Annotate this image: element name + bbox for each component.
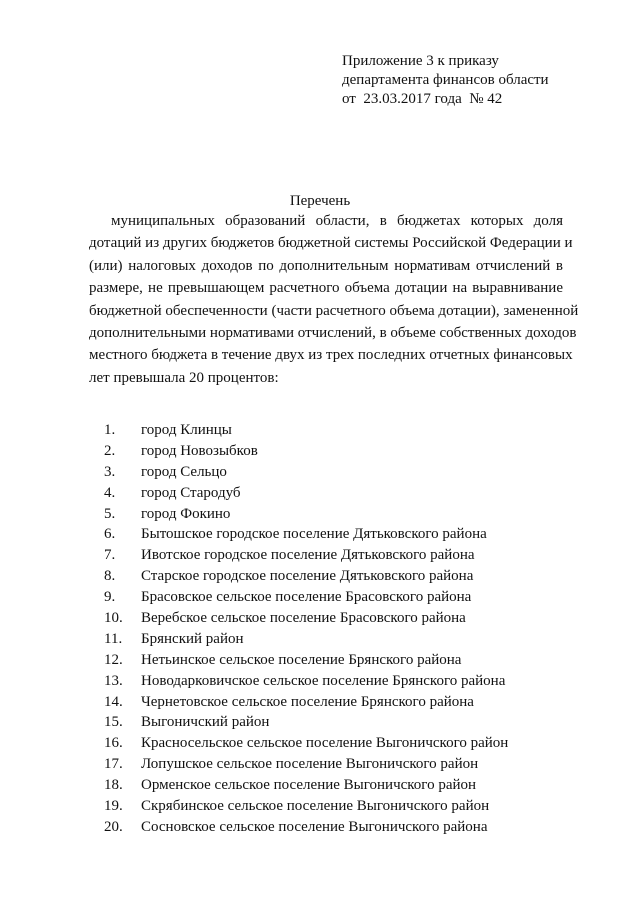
list-item-number: 4. bbox=[104, 484, 116, 501]
list-item-text: Брянский район bbox=[141, 630, 244, 647]
intro-line: дотаций из других бюджетов бюджетной системы Российской Федерации и bbox=[89, 235, 573, 252]
list-item-text: Веребское сельское поселение Брасовского района bbox=[141, 610, 466, 627]
list-item-number: 17. bbox=[104, 756, 123, 773]
intro-paragraph bbox=[89, 210, 579, 389]
list-item-text: Новодарковичское сельское поселение Брянского района bbox=[141, 672, 506, 689]
intro-line: бюджетной обеспеченности (части расчетного объема дотации), замененной bbox=[89, 302, 579, 319]
list-item-text: город Сельцо bbox=[141, 463, 227, 480]
annex-line-3: от 23.03.2017 года № 42 bbox=[342, 91, 503, 107]
list-item-text: Орменское сельское поселение Выгоничского район bbox=[141, 777, 477, 794]
document-title: Перечень bbox=[289, 193, 351, 209]
intro-line: лет превышала 20 процентов: bbox=[89, 369, 279, 386]
list-item-number: 18. bbox=[104, 777, 123, 794]
list-item-number: 5. bbox=[104, 505, 116, 522]
intro-line: размере, не превышающем расчетного объема дотации на выравнивание bbox=[89, 280, 563, 297]
intro-line: (или) налоговых доходов по дополнительным нормативам отчислений в bbox=[89, 257, 563, 274]
list-item-text: город Клинцы bbox=[141, 422, 232, 438]
intro-line: местного бюджета в течение двух из трех последних отчетных финансовых bbox=[89, 347, 573, 364]
list-item-number: 7. bbox=[104, 547, 116, 564]
annex-header bbox=[342, 52, 549, 109]
list-item-number: 2. bbox=[104, 442, 116, 459]
intro-line: муниципальных образований области, в бюджетах которых доля bbox=[111, 213, 563, 229]
list-item-text: Нетьинское сельское поселение Брянского района bbox=[141, 651, 462, 668]
list-item-number: 16. bbox=[104, 735, 123, 752]
list-item-number: 12. bbox=[104, 651, 123, 668]
list-item-number: 20. bbox=[104, 818, 123, 835]
list-item-number: 6. bbox=[104, 526, 116, 543]
list-item-number: 9. bbox=[104, 589, 116, 606]
list-item-text: Старское городское поселение Дятьковского района bbox=[141, 568, 474, 585]
annex-line-2: департамента финансов области bbox=[342, 72, 549, 88]
list-item-text: Красносельское сельское поселение Выгоничского район bbox=[141, 735, 509, 752]
list-item-text: Ивотское городское поселение Дятьковского района bbox=[141, 547, 475, 564]
list-item-text: Бытошское городское поселение Дятьковского района bbox=[141, 526, 487, 543]
list-item-text: город Фокино bbox=[141, 505, 231, 522]
list-item-number: 14. bbox=[104, 693, 123, 710]
intro-line: дополнительными нормативами отчислений, в объеме собственных доходов bbox=[89, 325, 577, 342]
list-item-text: Чернетовское сельское поселение Брянского района bbox=[141, 693, 474, 710]
list-item-number: 15. bbox=[104, 714, 123, 731]
list-item-number: 10. bbox=[104, 610, 123, 627]
list-item-number: 3. bbox=[104, 463, 116, 480]
list-item-number: 13. bbox=[104, 672, 123, 689]
list-item-number: 1. bbox=[104, 422, 116, 438]
list-item-text: Скрябинское сельское поселение Выгоничского район bbox=[141, 798, 490, 815]
list-item-text: город Новозыбков bbox=[141, 442, 258, 459]
list-item-text: Сосновское сельское поселение Выгоничского района bbox=[141, 818, 488, 835]
annex-line-1: Приложение 3 к приказу bbox=[342, 53, 499, 69]
list-item-text: город Стародуб bbox=[141, 484, 241, 501]
list-item-text: Брасовское сельское поселение Брасовского района bbox=[141, 589, 472, 606]
list-item-number: 8. bbox=[104, 568, 116, 585]
list-item-number: 11. bbox=[104, 630, 123, 647]
list-item-text: Лопушское сельское поселение Выгоничского район bbox=[141, 756, 479, 773]
list-item-text: Выгоничский район bbox=[141, 714, 270, 731]
list-item-number: 19. bbox=[104, 798, 123, 815]
